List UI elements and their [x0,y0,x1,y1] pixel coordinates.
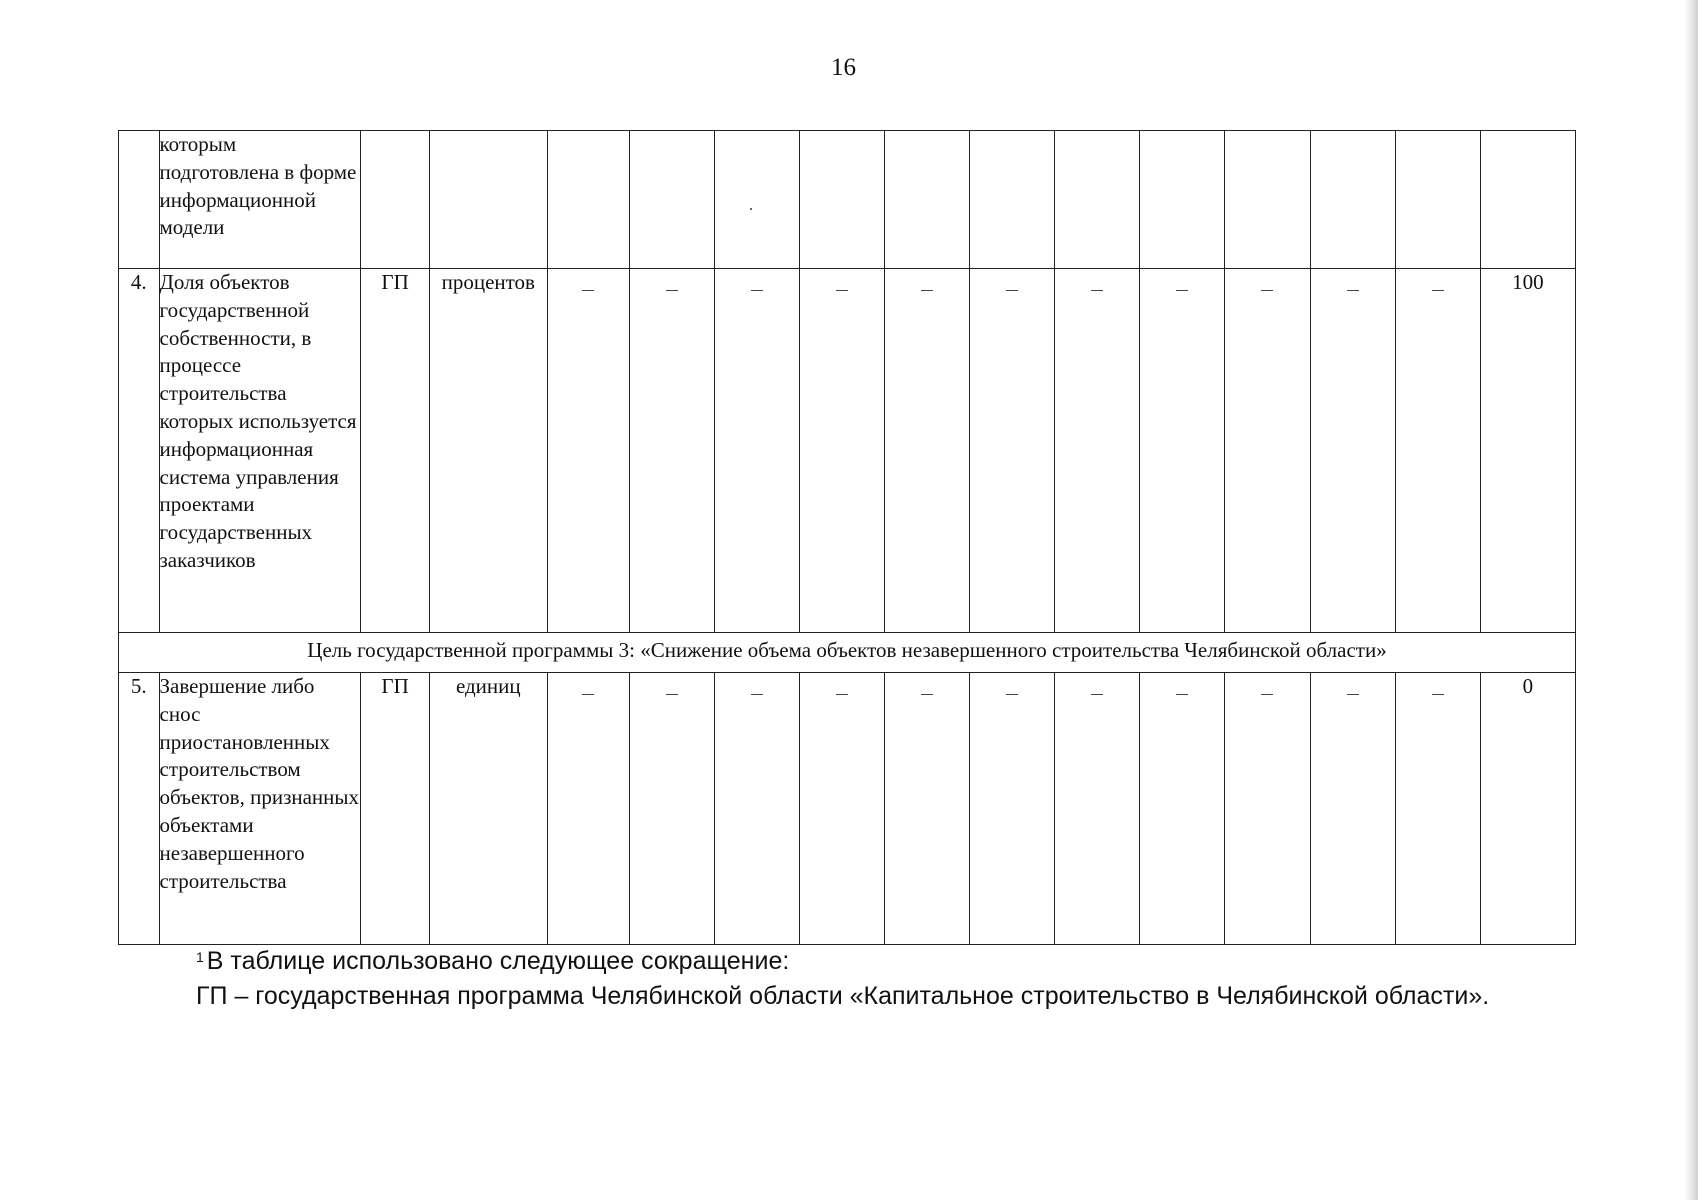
dash-mark [1091,694,1103,695]
indicator-source: ГП [361,673,430,945]
value-cell [1395,131,1480,269]
indicator-name: Завершение либо снос приостановленных строительством объектов, признанных объектами незавершенного строительства [159,673,361,945]
footnote-intro [196,944,789,978]
value-cell [1055,673,1140,945]
value-cell [1310,673,1395,945]
dash-mark [921,290,933,291]
dash-mark [1261,694,1273,695]
value-cell [970,269,1055,633]
value-cell [714,673,799,945]
dash-mark [582,694,594,695]
dash-mark [1006,694,1018,695]
value-cell [1225,131,1310,269]
value-cell [629,269,714,633]
value-cell [1140,269,1225,633]
value-cell [547,673,629,945]
dash-mark [582,290,594,291]
row-number [119,131,160,269]
value-cell [799,131,884,269]
indicators-table [118,130,1576,945]
value-cell [884,131,969,269]
value-cell [1395,269,1480,633]
dash-mark [751,694,763,695]
value-cell [799,673,884,945]
value-cell [1055,269,1140,633]
value-cell [1140,131,1225,269]
goal-row [119,633,1576,673]
indicator-unit: процентов [430,269,548,633]
dash-mark [1261,290,1273,291]
value-cell [547,269,629,633]
value-cell [884,673,969,945]
value-cell [714,269,799,633]
dash-mark [836,290,848,291]
indicator-unit [430,131,548,269]
value-cell [799,269,884,633]
row-number: 5. [119,673,160,945]
value-cell [1310,131,1395,269]
dash-mark [1347,694,1359,695]
row-number: 4. [119,269,160,633]
dash-mark [921,694,933,695]
table-row-5 [119,673,1576,945]
dash-mark [751,290,763,291]
value-cell [1055,131,1140,269]
value-cell [970,131,1055,269]
page-number: 16 [831,54,856,81]
footnote-abbreviation: ГП – государственная программа Челябинской области «Капитальное строительство в Челябинской области». [196,982,1490,1010]
dash-mark [1006,290,1018,291]
value-cell [629,673,714,945]
dash-mark [1176,694,1188,695]
dash-mark [1091,290,1103,291]
indicator-name: которым подготовлена в форме информационной модели [159,131,361,269]
footnote-marker: 1 [196,949,204,965]
indicator-unit: единиц [430,673,548,945]
footnote-line-1: В таблице использовано следующее сокращение: [206,947,790,975]
value-cell [1225,673,1310,945]
indicator-source [361,131,430,269]
final-value-cell [1480,131,1575,269]
dash-mark [666,290,678,291]
value-cell [884,269,969,633]
table-row-continuation [119,131,1576,269]
goal-heading: Цель государственной программы 3: «Снижение объема объектов незавершенного строительства Челябинской области» [119,633,1576,673]
value-cell [1310,269,1395,633]
value-cell [970,673,1055,945]
value-cell [1140,673,1225,945]
table-row-4 [119,269,1576,633]
dash-mark [836,694,848,695]
final-value-cell: 100 [1480,269,1575,633]
value-cell [629,131,714,269]
scan-speck [750,208,752,210]
dash-mark [1432,694,1444,695]
dash-mark [1347,290,1359,291]
indicator-source: ГП [361,269,430,633]
value-cell [1395,673,1480,945]
scan-edge-shadow [1684,0,1698,1200]
indicator-name: Доля объектов государственной собственности, в процессе строительства которых используется информационная система управления проектами государственных заказчиков [159,269,361,633]
value-cell [1225,269,1310,633]
dash-mark [1432,290,1444,291]
dash-mark [666,694,678,695]
final-value-cell: 0 [1480,673,1575,945]
dash-mark [1176,290,1188,291]
value-cell [714,131,799,269]
value-cell [547,131,629,269]
